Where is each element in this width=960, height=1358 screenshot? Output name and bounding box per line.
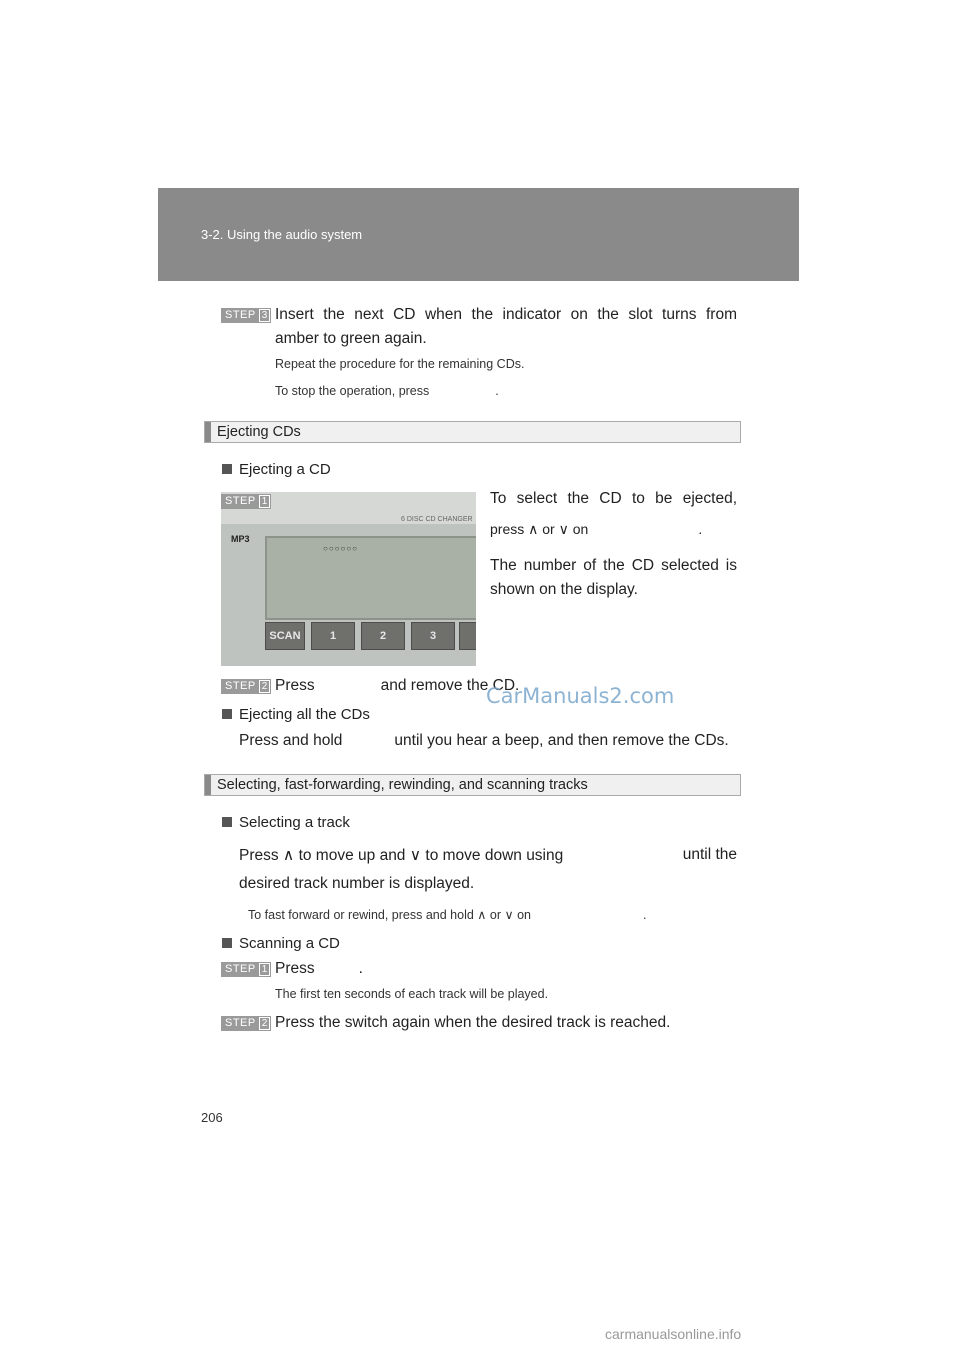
- scan-step-2-badge: STEP 2: [221, 1016, 271, 1031]
- scan-step-1-badge: STEP 1: [221, 962, 271, 977]
- page-number: 206: [201, 1110, 223, 1125]
- square-bullet-icon: [222, 709, 232, 719]
- preset-2-button: 2: [361, 622, 405, 650]
- note-repeat: Repeat the procedure for the remaining CDs.: [275, 357, 525, 371]
- preset-3-button: 3: [411, 622, 455, 650]
- square-bullet-icon: [222, 817, 232, 827]
- step-3-text-line1: Insert the next CD when the indicator on the slot turns from: [275, 306, 737, 323]
- note-stop: To stop the operation, press .: [275, 384, 499, 398]
- heading-ejecting-cds: Ejecting CDs: [204, 421, 741, 443]
- carmanuals-watermark: CarManuals2.com: [486, 684, 675, 708]
- step-2-text: Press and remove the CD.: [275, 677, 520, 694]
- select-track-line1: Press ∧ to move up and ∨ to move down using until the: [239, 846, 737, 864]
- subheading-scanning-a-cd: Scanning a CD: [222, 935, 340, 952]
- select-cd-text-line2: press ∧ or ∨ on .: [490, 521, 703, 537]
- step-1-badge: STEP 1: [221, 494, 271, 509]
- subheading-selecting-a-track: Selecting a track: [222, 814, 350, 831]
- scan-note: The first ten seconds of each track will be played.: [275, 987, 549, 1001]
- heading-selecting-tracks: Selecting, fast-forwarding, rewinding, and scanning tracks: [204, 774, 741, 796]
- display-screen: [265, 536, 476, 620]
- select-cd-text-line1: To select the CD to be ejected,: [490, 490, 737, 507]
- scan-step-1-text: Press .: [275, 960, 363, 977]
- square-bullet-icon: [222, 464, 232, 474]
- square-bullet-icon: [222, 938, 232, 948]
- subheading-ejecting-all: Ejecting all the CDs: [222, 706, 370, 723]
- cd-number-text-line1: The number of the CD selected is: [490, 557, 737, 574]
- subheading-ejecting-a-cd: Ejecting a CD: [222, 461, 331, 478]
- scan-button: SCAN: [265, 622, 305, 650]
- section-title: 3-2. Using the audio system: [201, 227, 363, 242]
- cd-changer-photo: [221, 492, 476, 666]
- step-3-badge: STEP 3: [221, 308, 271, 323]
- step-2-badge: STEP 2: [221, 679, 271, 694]
- cd-number-text-line2: shown on the display.: [490, 581, 638, 598]
- preset-1-button: 1: [311, 622, 355, 650]
- disc-indicator-dots: ○○○○○○: [323, 544, 358, 553]
- footer-watermark: carmanualsonline.info: [605, 1326, 742, 1342]
- preset-4-button-partial: [459, 622, 476, 650]
- section-header: [158, 188, 799, 281]
- fast-forward-note: To fast forward or rewind, press and hold ∧ or ∨ on .: [248, 908, 647, 922]
- select-track-line2: desired track number is displayed.: [239, 875, 475, 892]
- scan-step-2-text: Press the switch again when the desired track is reached.: [275, 1014, 671, 1031]
- mp3-label: MP3: [231, 534, 250, 544]
- step-3-text-line2: amber to green again.: [275, 330, 427, 347]
- changer-label: 6 DISC CD CHANGER: [401, 516, 473, 523]
- eject-all-text: Press and hold until you hear a beep, and then remove the CDs.: [239, 732, 729, 749]
